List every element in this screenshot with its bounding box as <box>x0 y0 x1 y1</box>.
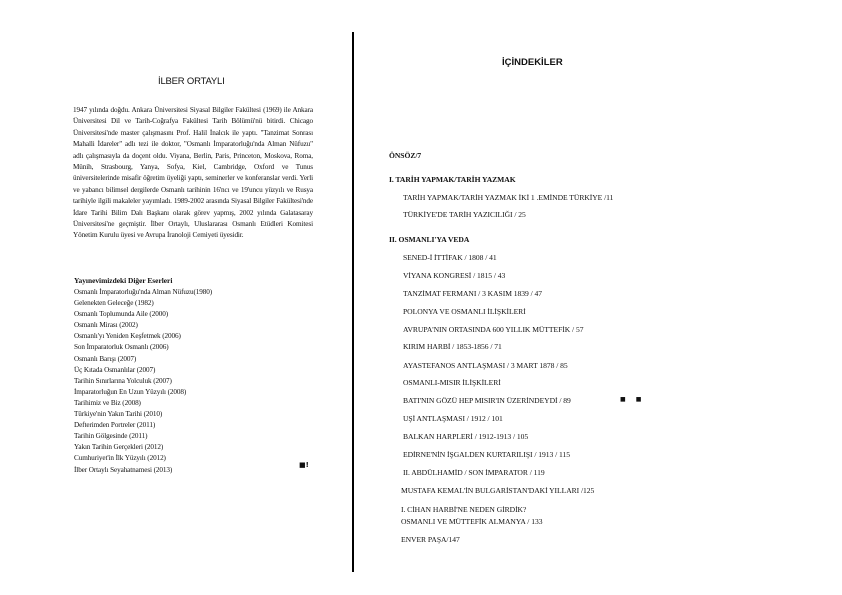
toc-entry: POLONYA VE OSMANLI İLİŞKİLERİ <box>403 307 526 316</box>
toc-entry: TARİH YAPMAK/TARİH YAZMAK İKİ 1 .EMİNDE TÜRKİYE /11 <box>403 193 614 202</box>
toc-entry: AVRUPA'NIN ORTASINDA 600 YILLIK MÜTTEFİK / 57 <box>403 325 584 334</box>
toc-entry: SENED-İ İTTİFAK / 1808 / 41 <box>403 253 497 262</box>
work-item: Cumhuriyet'in İlk Yüzyılı (2012) <box>74 454 166 463</box>
work-item: Yakın Tarihin Gerçekleri (2012) <box>74 443 164 452</box>
toc-entry: AYASTEFANOS ANTLAŞMASI / 3 MART 1878 / 85 <box>403 361 568 370</box>
toc-entry: BATI'NIN GÖZÜ HEP MISIR'IN ÜZERİNDEYDİ / 89 <box>403 396 571 405</box>
other-works-heading: Yayınevimizdeki Diğer Eserleri <box>74 276 173 285</box>
work-item: Tarihin Sınırlarına Yolculuk (2007) <box>74 376 172 385</box>
work-item: Osmanlı Barışı (2007) <box>74 354 137 363</box>
toc-entry: TANZİMAT FERMANI / 3 KASIM 1839 / 47 <box>403 289 542 298</box>
left-page <box>0 0 352 595</box>
work-item: Tarihimiz ve Biz (2008) <box>74 398 141 407</box>
scan-artifact-mark: ■! <box>299 461 309 469</box>
table-of-contents-title: İÇİNDEKİLER <box>502 57 563 68</box>
work-item: İlber Ortaylı Seyahatnamesi (2013) <box>74 465 173 474</box>
toc-entry: EDİRNE'NİN İŞGALDEN KURTARILIŞI / 1913 / 115 <box>403 450 570 459</box>
scan-artifact-marks: ■ ■ <box>620 396 646 403</box>
toc-entry: I. CİHAN HARBİ'NE NEDEN GİRDİK? <box>401 505 527 514</box>
toc-section-heading: I. TARİH YAPMAK/TARİH YAZMAK <box>389 175 516 184</box>
toc-entry: KIRIM HARBİ / 1853-1856 / 71 <box>403 342 502 351</box>
work-item: Üç Kıtada Osmanlılar (2007) <box>74 365 156 374</box>
work-item: Osmanlı İmparatorluğu'nda Alman Nüfuzu(1980) <box>74 288 213 296</box>
toc-entry: MUSTAFA KEMAL'İN BULGARİSTAN'DAKİ YILLARI /125 <box>401 486 595 495</box>
toc-entry: BALKAN HARPLERİ / 1912-1913 / 105 <box>403 432 529 441</box>
work-item: Son İmparatorluk Osmanlı (2006) <box>74 343 169 352</box>
work-item: Osmanlı Mirası (2002) <box>74 321 138 330</box>
other-works-list <box>74 287 212 476</box>
toc-entry: II. ABDÜLHAMİD / SON İMPARATOR / 119 <box>403 468 545 477</box>
toc-entry: VİYANA KONGRESİ / 1815 / 43 <box>403 271 506 280</box>
work-item: Gelenekten Geleceğe (1982) <box>74 299 154 308</box>
toc-entry-preface: ÖNSÖZ/7 <box>389 151 422 160</box>
work-item: Osmanlı'yı Yeniden Keşfetmek (2006) <box>74 332 181 341</box>
toc-entry: OSMANLI VE MÜTTEFİK ALMANYA / 133 <box>401 517 543 526</box>
author-name: İLBER ORTAYLI <box>158 76 225 87</box>
toc-section-heading: II. OSMANLI'YA VEDA <box>389 235 470 244</box>
work-item: Tarihin Gölgesinde (2011) <box>74 432 148 441</box>
toc-entry: ENVER PAŞA/147 <box>401 535 460 544</box>
work-item: Osmanlı Toplumunda Aile (2000) <box>74 310 168 319</box>
toc-entry: TÜRKİYE'DE TARİH YAZICILIĞI / 25 <box>403 210 526 219</box>
work-item: İmparatorluğun En Uzun Yüzyılı (2008) <box>74 387 187 396</box>
author-biography: 1947 yılında doğdu. Ankara Üniversitesi Siyasal Bilgiler Fakültesi (1969) ile Ankara Üniversitesi Dil ve Tarih-Coğrafya Fakültesi Tarih Bölümü'nü bitirdi. Chicago Üniversitesi'nde master çalışmasını Prof. Halil İnalcık ile yaptı. "Tanzimat Sonrası Mahalli İdareler" adlı tezi ile doktor, "Osmanlı İmparatorluğu'nda Alman Nüfuzu" adlı çalışmasıyla da doçent oldu. Viyana, Berlin, Paris, Princeton, Moskova, Roma, Münih, Strasbourg, Yanya, Sofya, Kiel, Cambridge, Oxford ve Tunus üniversitelerinde misafir öğretim üyeliği yaptı, seminerler ve konferanslar verdi. Yerli ve yabancı bilimsel dergilerde Osmanlı tarihinin 16'ncı ve 19'uncu yüzyılı ve Rusya tarihiyle ilgili makaleler yayımladı. 1989-2002 arasında Siyasal Bilgiler Fakültesi'nde İdare Tarihi Bilim Dalı Başkanı olarak görev yapmış, 2002 yılında Galatasaray Üniversitesi'ne geçmiştir. İlber Ortaylı, Uluslararası Osmanlı Etüdleri Komitesi Yönetim Kurulu üyesi ve Avrupa İranoloji Cemiyeti üyesidir. <box>73 106 313 240</box>
work-item: Defterimden Portreler (2011) <box>74 421 156 430</box>
work-item: Türkiye'nin Yakın Tarihi (2010) <box>74 410 163 419</box>
toc-entry: UŞİ ANTLAŞMASI / 1912 / 101 <box>403 414 503 423</box>
toc-entry: OSMANLI-MISIR İLİŞKİLERİ <box>403 378 501 387</box>
